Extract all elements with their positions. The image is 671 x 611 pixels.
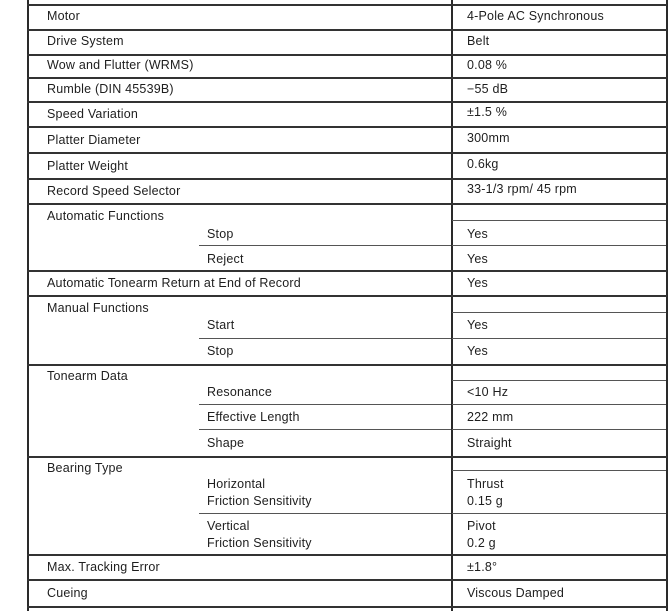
table-column-divider bbox=[451, 0, 453, 611]
row-divider bbox=[27, 178, 667, 180]
spec-value: 300mm bbox=[467, 131, 510, 145]
spec-value: Yes bbox=[467, 344, 488, 358]
sub-label: Friction Sensitivity bbox=[207, 494, 312, 508]
spec-value: Straight bbox=[467, 436, 512, 450]
spec-value: 0.08 % bbox=[467, 58, 508, 72]
sub-row-divider bbox=[199, 513, 451, 514]
sub-row-divider bbox=[452, 338, 666, 339]
spec-label: Automatic Tonearm Return at End of Record bbox=[47, 276, 301, 290]
spec-label: Motor bbox=[47, 9, 80, 23]
spec-value: Viscous Damped bbox=[467, 586, 565, 600]
spec-value: 33-1/3 rpm/ 45 rpm bbox=[467, 182, 577, 196]
row-divider bbox=[27, 54, 667, 56]
sub-row-divider bbox=[452, 380, 666, 381]
sub-row-divider bbox=[452, 312, 666, 313]
sub-row-divider bbox=[452, 220, 666, 221]
row-divider bbox=[27, 77, 667, 79]
sub-label: Vertical bbox=[207, 519, 250, 533]
spec-value: 0.6kg bbox=[467, 157, 499, 171]
sub-label: Stop bbox=[207, 227, 234, 241]
row-divider bbox=[27, 606, 667, 608]
spec-label: Cueing bbox=[47, 586, 88, 600]
spec-value: Pivot bbox=[467, 519, 496, 533]
row-divider bbox=[27, 295, 667, 297]
sub-label: Shape bbox=[207, 436, 245, 450]
row-divider bbox=[27, 203, 667, 205]
row-divider bbox=[27, 456, 667, 458]
spec-label: Max. Tracking Error bbox=[47, 560, 160, 574]
sub-row-divider bbox=[452, 513, 666, 514]
row-divider bbox=[27, 126, 667, 128]
spec-value: Belt bbox=[467, 34, 490, 48]
sub-row-divider bbox=[199, 338, 451, 339]
sub-label: Friction Sensitivity bbox=[207, 536, 312, 550]
spec-label: Drive System bbox=[47, 34, 124, 48]
sub-label: Resonance bbox=[207, 385, 273, 399]
spec-label: Wow and Flutter (WRMS) bbox=[47, 58, 194, 72]
spec-value: 0.15 g bbox=[467, 494, 503, 508]
group-label: Tonearm Data bbox=[47, 369, 128, 383]
row-divider bbox=[27, 152, 667, 154]
spec-value: ±1.8° bbox=[467, 560, 498, 574]
row-divider bbox=[27, 270, 667, 272]
group-label: Automatic Functions bbox=[47, 209, 165, 223]
sub-row-divider bbox=[452, 429, 666, 430]
sub-label: Stop bbox=[207, 344, 234, 358]
sub-row-divider bbox=[452, 470, 666, 471]
spec-value: ±1.5 % bbox=[467, 105, 508, 119]
spec-value: −55 dB bbox=[467, 82, 509, 96]
row-divider bbox=[27, 554, 667, 556]
row-divider bbox=[27, 364, 667, 366]
spec-value: Thrust bbox=[467, 477, 504, 491]
spec-value: 222 mm bbox=[467, 410, 514, 424]
sub-row-divider bbox=[452, 404, 666, 405]
spec-value: Yes bbox=[467, 227, 488, 241]
spec-label: Rumble (DIN 45539B) bbox=[47, 82, 174, 96]
spec-value: Yes bbox=[467, 276, 488, 290]
sub-label: Reject bbox=[207, 252, 244, 266]
sub-row-divider bbox=[199, 429, 451, 430]
sub-label: Effective Length bbox=[207, 410, 300, 424]
group-label: Bearing Type bbox=[47, 461, 123, 475]
spec-value: Yes bbox=[467, 252, 488, 266]
spec-value: <10 Hz bbox=[467, 385, 509, 399]
spec-value: 0.2 g bbox=[467, 536, 496, 550]
sub-label: Horizontal bbox=[207, 477, 266, 491]
table-left-border bbox=[27, 0, 29, 611]
spec-label: Speed Variation bbox=[47, 107, 139, 121]
spec-value: 4-Pole AC Synchronous bbox=[467, 9, 604, 23]
group-label: Manual Functions bbox=[47, 301, 149, 315]
row-divider bbox=[27, 4, 667, 6]
table-right-border bbox=[666, 0, 668, 611]
spec-value: Yes bbox=[467, 318, 488, 332]
sub-row-divider bbox=[199, 404, 451, 405]
spec-label: Platter Diameter bbox=[47, 133, 141, 147]
row-divider bbox=[27, 101, 667, 103]
row-divider bbox=[27, 29, 667, 31]
spec-label: Record Speed Selector bbox=[47, 184, 181, 198]
spec-label: Platter Weight bbox=[47, 159, 129, 173]
sub-label: Start bbox=[207, 318, 235, 332]
sub-row-divider bbox=[199, 245, 451, 246]
sub-row-divider bbox=[452, 245, 666, 246]
row-divider bbox=[27, 579, 667, 581]
